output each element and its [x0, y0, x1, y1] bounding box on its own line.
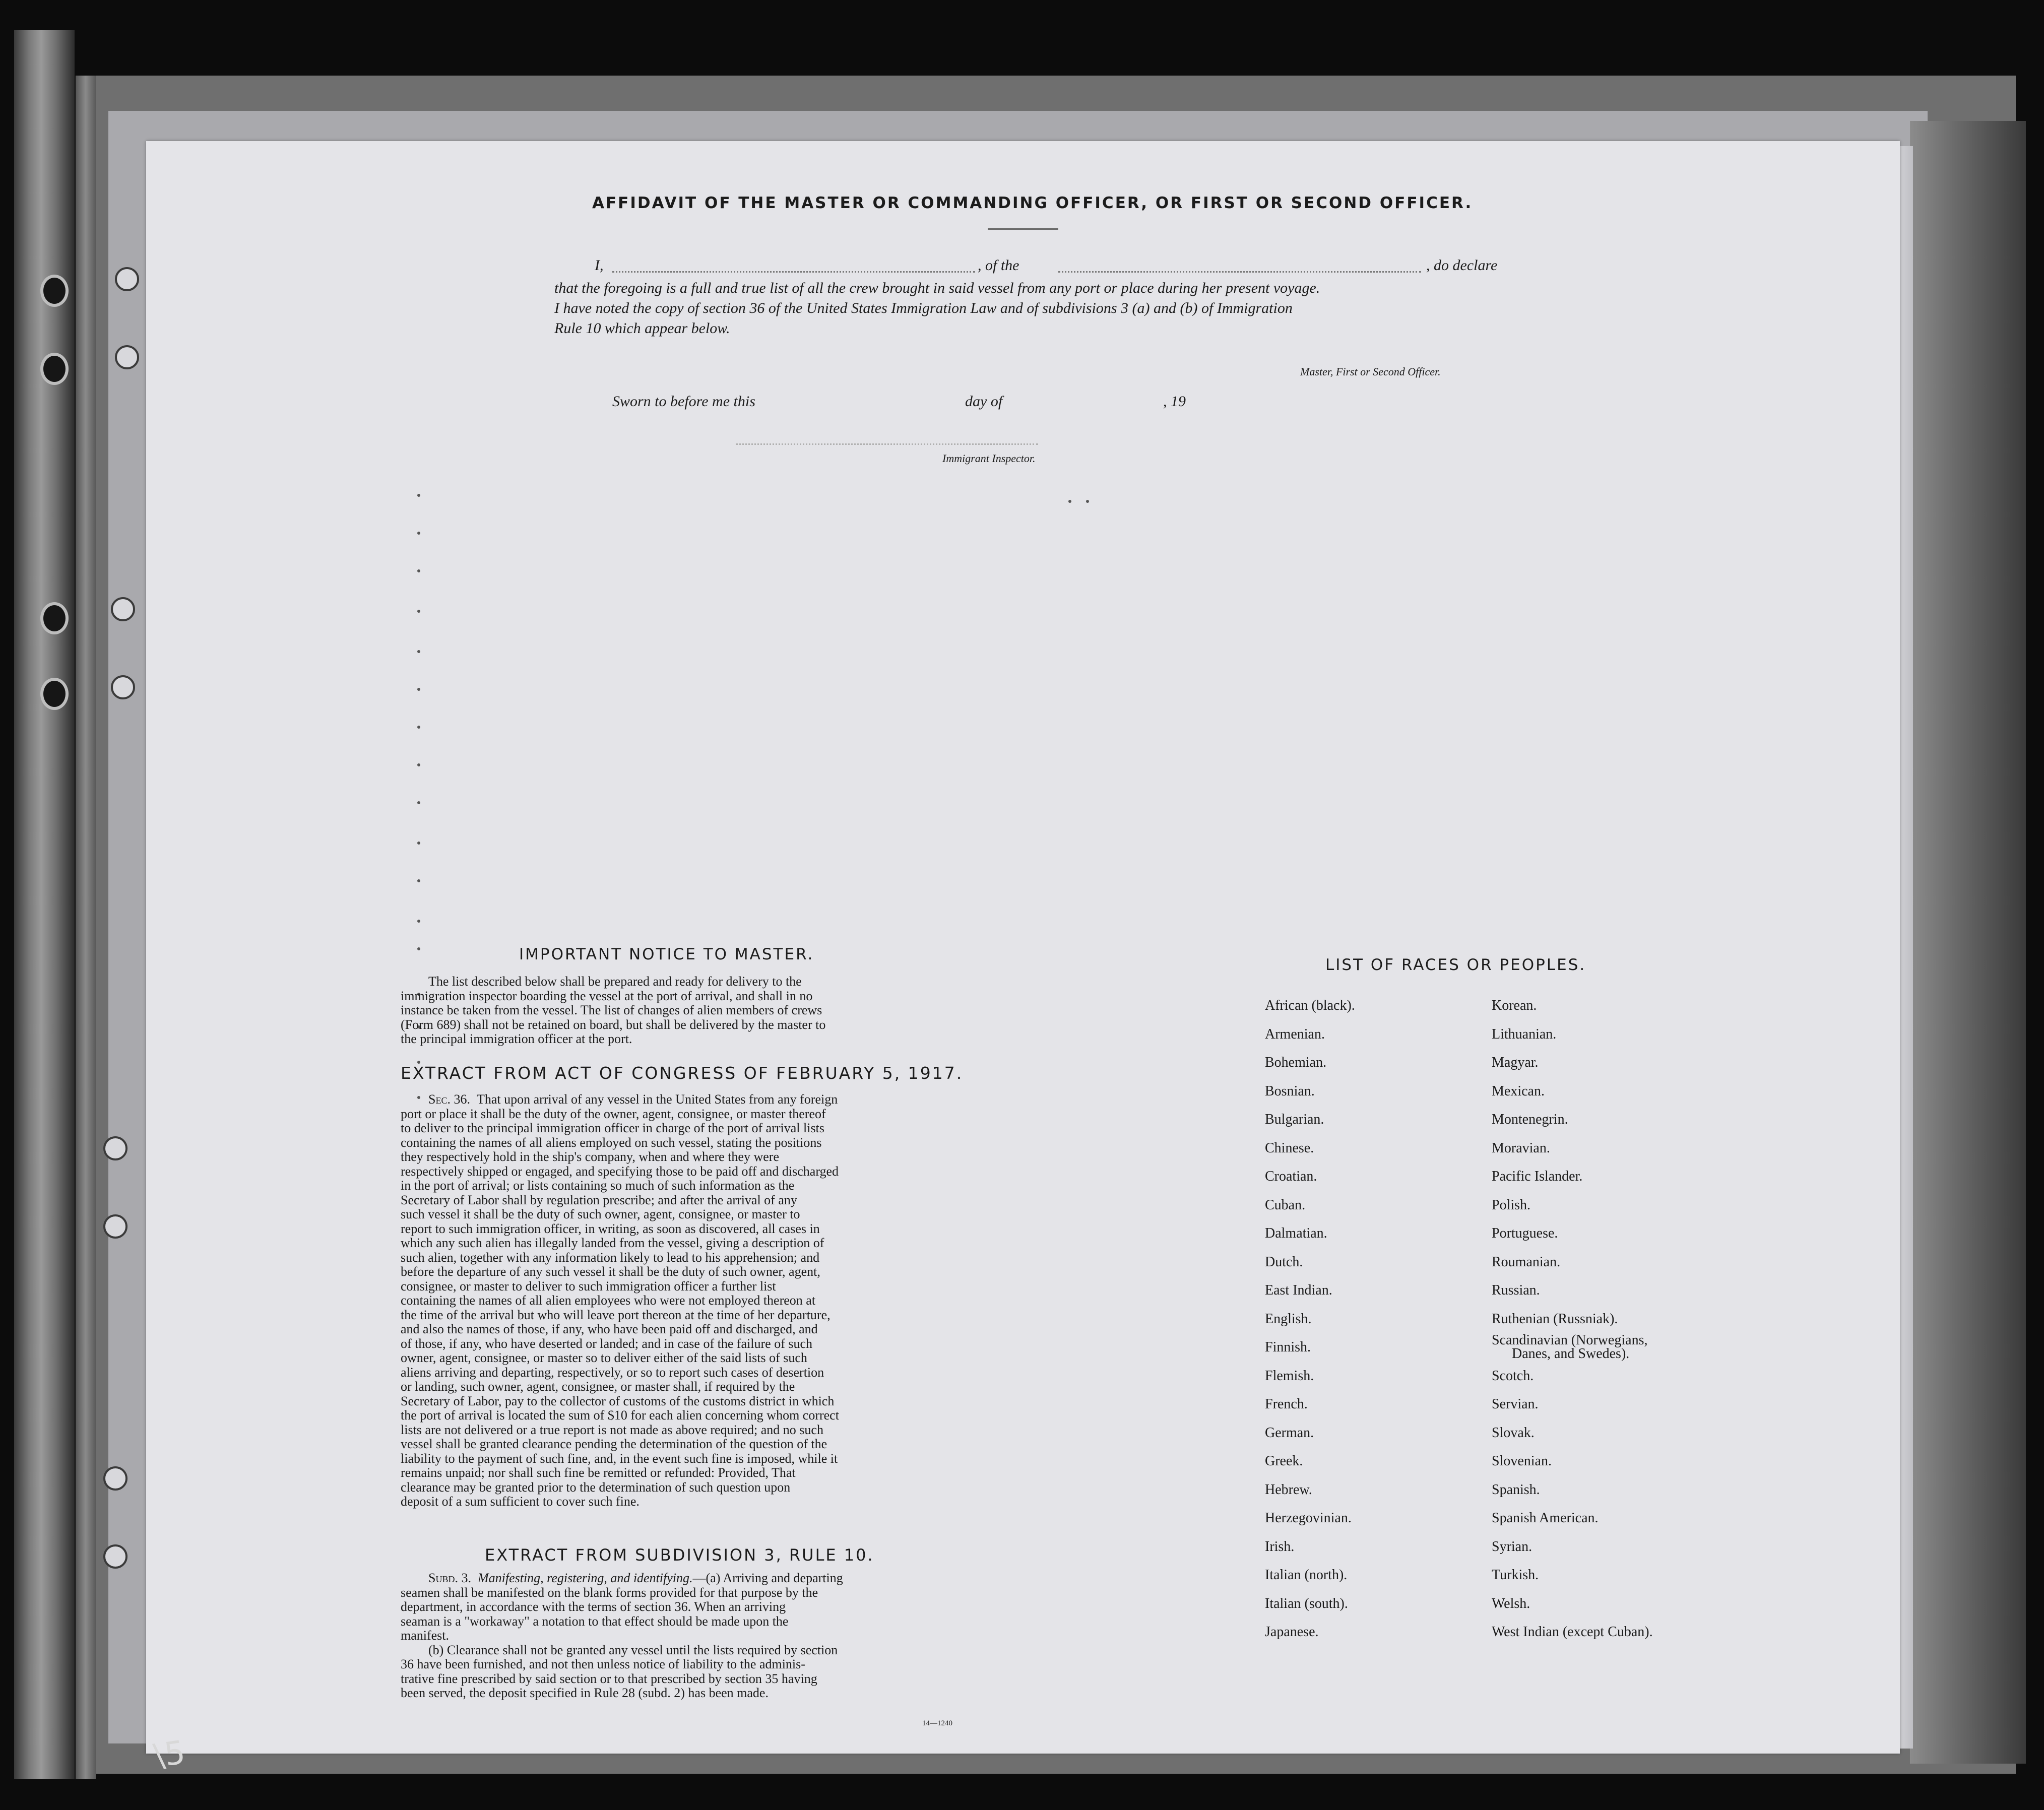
inspector-blank[interactable] [736, 443, 1038, 445]
subdivision-line: seaman is a "workaway" a notation to that effect should be made upon the [401, 1613, 789, 1629]
margin-mark: \5 [151, 1734, 188, 1775]
section-line: owner, agent, consignee, or master so to deliver either of the said lists of such [401, 1350, 807, 1365]
race-item: Welsh. [1492, 1595, 1530, 1611]
punch-hole [103, 1466, 127, 1491]
race-item: East Indian. [1265, 1282, 1332, 1298]
race-item: Bohemian. [1265, 1055, 1327, 1070]
subdivision-line: trative fine prescribed by said section or to that prescribed by section 35 having [401, 1671, 817, 1686]
section-line: clearance may be granted prior to the determination of such question upon [401, 1479, 791, 1495]
sworn-prefix: Sworn to before me this [612, 393, 755, 410]
section-line: the time of the arrival but who will leave port thereon at the time of her departure, [401, 1307, 831, 1322]
race-item: Turkish. [1492, 1567, 1539, 1583]
race-item: Bulgarian. [1265, 1112, 1324, 1127]
section-line: report to such immigration officer, in writing, as soon as discovered, all cases in [401, 1221, 820, 1236]
punch-hole [103, 1214, 127, 1239]
subdivision-line [401, 1571, 1131, 1586]
race-item: Armenian. [1265, 1026, 1325, 1042]
subdivision-line: manifest. [401, 1628, 450, 1643]
subdivision-title: Manifesting, registering, and identifying. [477, 1571, 693, 1585]
race-item: Pacific Islander. [1492, 1169, 1583, 1184]
section-line: of those, if any, who have deserted or landed; and in case of the failure of such [401, 1336, 813, 1351]
section-line: containing the names of all alien employees who were not employed thereon at [401, 1293, 816, 1308]
punch-hole [103, 1544, 127, 1569]
binder-edge [76, 76, 96, 1779]
subdivision-paragraph [401, 1571, 1131, 1701]
sworn-year: , 19 [1163, 393, 1186, 410]
section-line: to deliver to the principal immigration officer in charge of the port of arrival lists [401, 1121, 824, 1135]
binder-hole [40, 353, 69, 385]
race-item: Scotch. [1492, 1368, 1534, 1384]
sworn-day-of: day of [965, 393, 1003, 410]
race-item: Montenegrin. [1492, 1112, 1568, 1127]
affidavit-i: I, [595, 257, 604, 274]
signature-caption: Master, First or Second Officer. [1300, 365, 1441, 378]
race-item: Russian. [1492, 1282, 1540, 1298]
form-number: 14—1240 [922, 1719, 952, 1727]
race-item: Finnish. [1265, 1339, 1311, 1355]
race-item: German. [1265, 1425, 1314, 1441]
affidavit-line: Rule 10 which appear below. [554, 320, 730, 337]
race-item: Greek. [1265, 1453, 1303, 1469]
race-item: Chinese. [1265, 1140, 1314, 1156]
subdivision-line: seamen shall be manifested on the blank forms provided for that purpose by the [401, 1585, 818, 1600]
stray-mark [417, 801, 420, 804]
race-item: Irish. [1265, 1538, 1295, 1555]
section-line: remains unpaid; nor shall such fine be remitted or refunded: Provided, That [401, 1465, 796, 1480]
race-item: Mexican. [1492, 1083, 1545, 1099]
affidavit-line: that the foregoing is a full and true list of all the crew brought in said vessel from any port or place during her present voyage. [554, 280, 1320, 296]
section-line: Secretary of Labor shall by regulation prescribe; and after the arrival of any [401, 1192, 797, 1207]
affidavit-line: I have noted the copy of section 36 of the United States Immigration Law and of subdivisions 3 (a) and (b) of Immigration [554, 300, 1293, 316]
race-item: Hebrew. [1265, 1481, 1312, 1498]
notice-heading: IMPORTANT NOTICE TO MASTER. [519, 945, 814, 963]
stray-mark [417, 532, 420, 535]
stray-mark [417, 947, 420, 950]
race-item: Roumanian. [1492, 1254, 1561, 1270]
binder-hole [40, 602, 69, 634]
section-line: and also the names of those, if any, who have been paid off and discharged, and [401, 1322, 818, 1336]
stray-mark [417, 763, 420, 766]
race-item: Magyar. [1492, 1055, 1539, 1070]
document-page [146, 141, 1900, 1754]
subdivision-line: (b) Clearance shall not be granted any vessel until the lists required by section [428, 1642, 838, 1657]
stray-mark [417, 879, 420, 882]
race-item: Servian. [1492, 1396, 1539, 1412]
affidavit-body [554, 278, 1577, 339]
race-item: Herzegovinian. [1265, 1510, 1352, 1526]
section-line: respectively shipped or engaged, and specifying those to be paid off and discharged [401, 1163, 839, 1179]
race-item: Italian (north). [1265, 1567, 1348, 1583]
race-item: French. [1265, 1396, 1308, 1412]
stray-mark [417, 610, 420, 613]
race-item: Flemish. [1265, 1368, 1314, 1384]
extract-act-heading: EXTRACT FROM ACT OF CONGRESS OF FEBRUARY 5, 1917. [401, 1063, 964, 1083]
section-line: Secretary of Labor, pay to the collector of customs of the customs district in which [401, 1393, 835, 1408]
affidavit-do-declare: , do declare [1426, 257, 1498, 274]
section-line: consignee, or master to deliver to such immigration officer a further list [401, 1278, 776, 1294]
affidavit-of-the: , of the [978, 257, 1019, 274]
stray-mark [417, 494, 420, 497]
notice-line: immigration inspector boarding the vessel at the port of arrival, and shall in no [401, 988, 813, 1003]
heading-rule [988, 228, 1058, 230]
race-item: Spanish American. [1492, 1510, 1599, 1526]
race-item [1492, 1333, 1744, 1362]
stray-mark [417, 688, 420, 691]
race-item: English. [1265, 1311, 1312, 1327]
stray-mark [417, 920, 420, 923]
section-text: That upon arrival of any vessel in the United States from any foreign [476, 1092, 838, 1107]
race-item: Syrian. [1492, 1538, 1532, 1555]
notice-line: instance be taken from the vessel. The list of changes of alien members of crews [401, 1003, 822, 1017]
section-line: which any such alien has illegally landed from the vessel, giving a description of [401, 1236, 824, 1250]
race-item: Lithuanian. [1492, 1026, 1557, 1042]
subdivision-line: department, in accordance with the terms of section 36. When an arriving [401, 1599, 786, 1614]
stray-mark [417, 842, 420, 845]
subdivision-line: 36 have been furnished, and not then unless notice of liability to the adminis- [401, 1657, 805, 1671]
subdivision-text: —(a) Arriving and departing [692, 1571, 843, 1585]
vessel-blank[interactable] [1058, 271, 1421, 273]
section-36-paragraph [401, 1092, 1131, 1509]
section-line: they respectively hold in the ship's company, when and where they were [401, 1149, 779, 1164]
section-line: such alien, together with any information likely to lead to his apprehension; and [401, 1250, 820, 1265]
notice-paragraph [401, 975, 1131, 1047]
race-item: Ruthenian (Russniak). [1492, 1311, 1618, 1327]
race-item: Dutch. [1265, 1254, 1303, 1270]
races-right-column [1492, 992, 1744, 1647]
race-item: Slovenian. [1492, 1453, 1552, 1469]
punch-hole [115, 345, 139, 369]
stray-mark [417, 726, 420, 729]
race-item: Moravian. [1492, 1140, 1550, 1156]
race-item: African (black). [1265, 998, 1355, 1013]
stray-mark [417, 650, 420, 653]
subdivision-line: been served, the deposit specified in Rule 28 (subd. 2) has been made. [401, 1686, 769, 1700]
affidavit-heading: AFFIDAVIT OF THE MASTER OR COMMANDING OFFICER, OR FIRST OR SECOND OFFICER. [592, 194, 1473, 212]
punch-hole [103, 1136, 127, 1160]
race-item: West Indian (except Cuban). [1492, 1624, 1653, 1640]
section-label: Sec. 36. [428, 1092, 470, 1107]
race-item-continuation: Danes, and Swedes). [1512, 1346, 1630, 1362]
binder-hole [40, 678, 69, 710]
section-line: liability to the payment of such fine, and, in the event such fine is imposed, while it [401, 1451, 838, 1466]
right-page-edge [1910, 121, 2026, 1764]
section-line: or landing, such owner, agent, consignee, or master shall, if required by the [401, 1379, 795, 1394]
races-heading: LIST OF RACES OR PEOPLES. [1325, 956, 1586, 974]
section-line: lists are not delivered or a true report is not made as above required; and no such [401, 1422, 823, 1437]
race-item: Slovak. [1492, 1425, 1535, 1441]
section-line: deposit of a sum sufficient to cover such fine. [401, 1494, 640, 1509]
race-item: Croatian. [1265, 1169, 1317, 1184]
section-line: such vessel it shall be the duty of such owner, agent, consignee, or master to [401, 1207, 800, 1221]
inspector-caption: Immigrant Inspector. [942, 452, 1036, 465]
subdivision-label: Subd. 3. [428, 1571, 471, 1585]
punch-hole [111, 597, 135, 621]
punch-hole [115, 267, 139, 291]
stray-mark [1086, 500, 1089, 503]
extract-rule-heading: EXTRACT FROM SUBDIVISION 3, RULE 10. [485, 1545, 874, 1565]
race-item: Cuban. [1265, 1197, 1306, 1213]
section-line: the port of arrival is located the sum of $10 for each alien concerning whom correct [401, 1408, 839, 1423]
race-item: Japanese. [1265, 1624, 1319, 1640]
section-line: port or place it shall be the duty of the owner, agent, consignee, or master thereof [401, 1106, 826, 1121]
race-item: Italian (south). [1265, 1595, 1348, 1611]
punch-hole [111, 675, 135, 699]
races-left-column [1265, 992, 1477, 1647]
race-item-line: Scandinavian (Norwegians, [1492, 1332, 1648, 1348]
notice-line: (Form 689) shall not be retained on board, but shall be delivered by the master to [401, 1017, 826, 1032]
section-line: aliens arriving and departing, respectively, or so to report such cases of desertion [401, 1365, 824, 1380]
race-item: Polish. [1492, 1197, 1531, 1213]
name-blank[interactable] [612, 271, 975, 273]
race-item: Bosnian. [1265, 1083, 1315, 1099]
stray-mark [417, 569, 420, 572]
stray-mark [1068, 500, 1071, 503]
race-item: Portuguese. [1492, 1225, 1558, 1241]
binder-hole [40, 275, 69, 307]
race-item: Korean. [1492, 998, 1537, 1013]
section-line: before the departure of any such vessel it shall be the duty of such owner, agent, [401, 1264, 820, 1279]
notice-line: The list described below shall be prepared and ready for delivery to the [428, 974, 802, 989]
notice-line: the principal immigration officer at the port. [401, 1031, 632, 1046]
section-line: in the port of arrival; or lists containing so much of such information as the [401, 1178, 795, 1193]
section-line [401, 1092, 1131, 1107]
race-item: Dalmatian. [1265, 1225, 1327, 1241]
section-line: vessel shall be granted clearance pending the determination of the question of the [401, 1437, 827, 1451]
race-item: Spanish. [1492, 1481, 1540, 1498]
section-line: containing the names of all aliens employed on such vessel, stating the positions [401, 1135, 822, 1150]
